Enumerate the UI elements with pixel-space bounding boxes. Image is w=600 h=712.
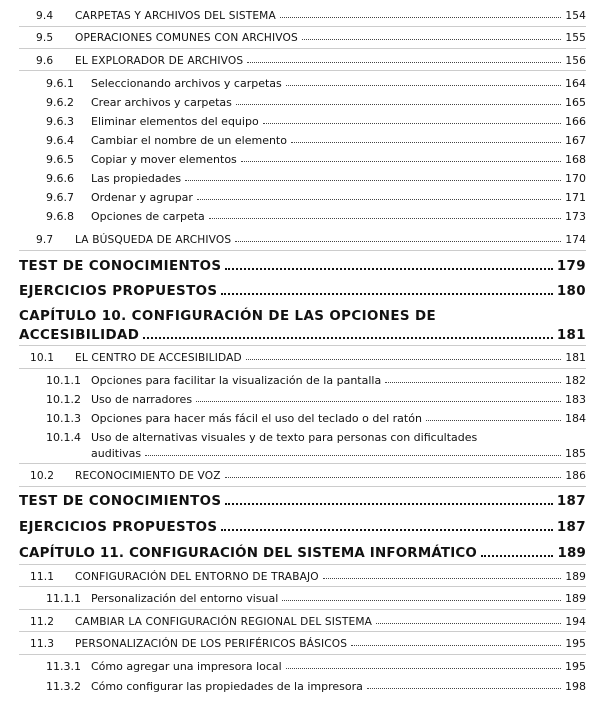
section-rule (19, 486, 586, 487)
toc-title-line1: CAPÍTULO 10. CONFIGURACIÓN DE LAS OPCIONES DE (19, 309, 437, 324)
toc-title: TEST DE CONOCIMIENTOS (19, 494, 222, 509)
toc-title: OPERACIONES COMUNES CON ARCHIVOS (75, 32, 298, 44)
toc-title: Cómo configurar las propiedades de la impresora (91, 680, 363, 693)
section-rule (19, 48, 586, 49)
toc-page: 189 (565, 571, 586, 583)
toc-number: 11.1.1 (46, 592, 81, 605)
toc-number: 9.6.4 (46, 134, 74, 147)
toc-page: 174 (565, 234, 586, 246)
toc-page: 186 (565, 470, 586, 482)
toc-page: 156 (565, 55, 586, 67)
toc-number: 9.5 (36, 32, 54, 44)
toc-number: 9.6.5 (46, 153, 74, 166)
toc-title: CAMBIAR LA CONFIGURACIÓN REGIONAL DEL SISTEMA (75, 616, 373, 628)
toc-number: 9.4 (36, 10, 54, 22)
dot-leader (385, 382, 561, 383)
toc-title: TEST DE CONOCIMIENTOS (19, 259, 222, 274)
toc-page: 154 (565, 10, 586, 22)
toc-title: Seleccionando archivos y carpetas (91, 77, 282, 90)
dot-leader (235, 241, 561, 242)
dot-leader (246, 359, 562, 360)
toc-title: CARPETAS Y ARCHIVOS DEL SISTEMA (75, 10, 276, 22)
toc-number: 9.6.1 (46, 77, 74, 90)
toc-number: 11.3.1 (46, 660, 81, 673)
dot-leader (286, 85, 561, 86)
toc-page: 181 (556, 328, 586, 343)
toc-number: 10.1.3 (46, 412, 81, 425)
toc-title: Opciones de carpeta (91, 210, 205, 223)
section-rule (19, 654, 586, 655)
toc-page: 183 (565, 393, 586, 406)
toc-page: 170 (565, 172, 586, 185)
toc-title-line1: Uso de alternativas visuales y de texto para personas con dificultades (91, 431, 478, 444)
dot-leader (145, 455, 561, 456)
toc-title: PERSONALIZACIÓN DE LOS PERIFÉRICOS BÁSICOS (75, 638, 348, 650)
toc-title-line2: ACCESIBILIDAD (19, 328, 140, 343)
toc-number: 11.1 (30, 571, 55, 583)
dot-leader (221, 529, 552, 531)
toc-page: 187 (556, 520, 586, 535)
toc-title: LA BÚSQUEDA DE ARCHIVOS (75, 234, 232, 246)
toc-number: 9.6 (36, 55, 54, 67)
toc-page: 164 (565, 77, 586, 90)
dot-leader (481, 555, 553, 557)
section-rule (19, 631, 586, 632)
toc-title: CAPÍTULO 11. CONFIGURACIÓN DEL SISTEMA INFORMÁTICO (19, 546, 477, 561)
toc-page: 171 (565, 191, 586, 204)
toc-title: Cambiar el nombre de un elemento (91, 134, 287, 147)
section-rule (19, 26, 586, 27)
toc-number: 11.2 (30, 616, 55, 628)
toc-page: 168 (565, 153, 586, 166)
toc-number: 9.6.2 (46, 96, 74, 109)
dot-leader (376, 623, 561, 624)
toc-title: Opciones para facilitar la visualización de la pantalla (91, 374, 382, 387)
dot-leader (286, 668, 561, 669)
toc-number: 9.6.7 (46, 191, 74, 204)
dot-leader (426, 420, 561, 421)
toc-number: 9.6.8 (46, 210, 74, 223)
toc-title-line2: auditivas (91, 447, 142, 460)
toc-page: 185 (565, 447, 586, 460)
toc-number: 10.1.2 (46, 393, 81, 406)
toc-page: 184 (565, 412, 586, 425)
section-rule (19, 609, 586, 610)
section-rule (19, 345, 586, 346)
toc-number: 9.6.3 (46, 115, 74, 128)
dot-leader (282, 600, 561, 601)
toc-title: Eliminar elementos del equipo (91, 115, 259, 128)
toc-page: 182 (565, 374, 586, 387)
dot-leader (280, 17, 561, 18)
toc-number: 9.7 (36, 234, 54, 246)
toc-title: Copiar y mover elementos (91, 153, 237, 166)
dot-leader (236, 104, 561, 105)
toc-page: 155 (565, 32, 586, 44)
toc-page: 167 (565, 134, 586, 147)
toc-number: 10.2 (30, 470, 55, 482)
dot-leader (209, 218, 561, 219)
toc-title: Personalización del entorno visual (91, 592, 279, 605)
toc-title: Las propiedades (91, 172, 182, 185)
dot-leader (221, 293, 552, 295)
toc-title: RECONOCIMIENTO DE VOZ (75, 470, 221, 482)
dot-leader (247, 62, 561, 63)
toc-title: CONFIGURACIÓN DEL ENTORNO DE TRABAJO (75, 571, 319, 583)
section-rule (19, 586, 586, 587)
dot-leader (241, 161, 561, 162)
dot-leader (291, 142, 561, 143)
toc-title: EJERCICIOS PROPUESTOS (19, 284, 218, 299)
toc-page: 165 (565, 96, 586, 109)
toc-page: 189 (557, 546, 586, 561)
toc-title: EJERCICIOS PROPUESTOS (19, 520, 218, 535)
toc-page: 195 (565, 660, 586, 673)
dot-leader (323, 578, 562, 579)
toc-page: 187 (556, 494, 586, 509)
toc-number: 10.1.1 (46, 374, 81, 387)
toc-title: Cómo agregar una impresora local (91, 660, 282, 673)
toc-title: Ordenar y agrupar (91, 191, 193, 204)
toc-page: 198 (565, 680, 586, 693)
toc-number: 10.1.4 (46, 431, 81, 444)
toc-page: 166 (565, 115, 586, 128)
toc-title: Opciones para hacer más fácil el uso del teclado o del ratón (91, 412, 422, 425)
section-rule (19, 368, 586, 369)
dot-leader (225, 268, 552, 270)
section-rule (19, 70, 586, 71)
dot-leader (197, 199, 561, 200)
toc-page: 179 (556, 259, 586, 274)
dot-leader (302, 39, 561, 40)
toc-title: EL EXPLORADOR DE ARCHIVOS (75, 55, 244, 67)
toc-page: 181 (565, 352, 586, 364)
toc-number: 10.1 (30, 352, 55, 364)
toc-number: 11.3.2 (46, 680, 81, 693)
dot-leader (351, 645, 561, 646)
toc-number: 9.6.6 (46, 172, 74, 185)
toc-title: Crear archivos y carpetas (91, 96, 232, 109)
dot-leader (196, 401, 561, 402)
dot-leader (143, 337, 553, 339)
toc-page: 194 (565, 616, 586, 628)
dot-leader (225, 503, 552, 505)
dot-leader (263, 123, 561, 124)
toc-title: EL CENTRO DE ACCESIBILIDAD (75, 352, 242, 364)
toc-number: 11.3 (30, 638, 55, 650)
dot-leader (225, 477, 562, 478)
toc-page: 173 (565, 210, 586, 223)
dot-leader (185, 180, 561, 181)
section-rule (19, 463, 586, 464)
toc-page: 189 (565, 592, 586, 605)
dot-leader (367, 688, 561, 689)
toc-title: Uso de narradores (91, 393, 193, 406)
toc-page: 195 (565, 638, 586, 650)
section-rule (19, 564, 586, 565)
section-rule (19, 250, 586, 251)
toc-page: 180 (556, 284, 586, 299)
